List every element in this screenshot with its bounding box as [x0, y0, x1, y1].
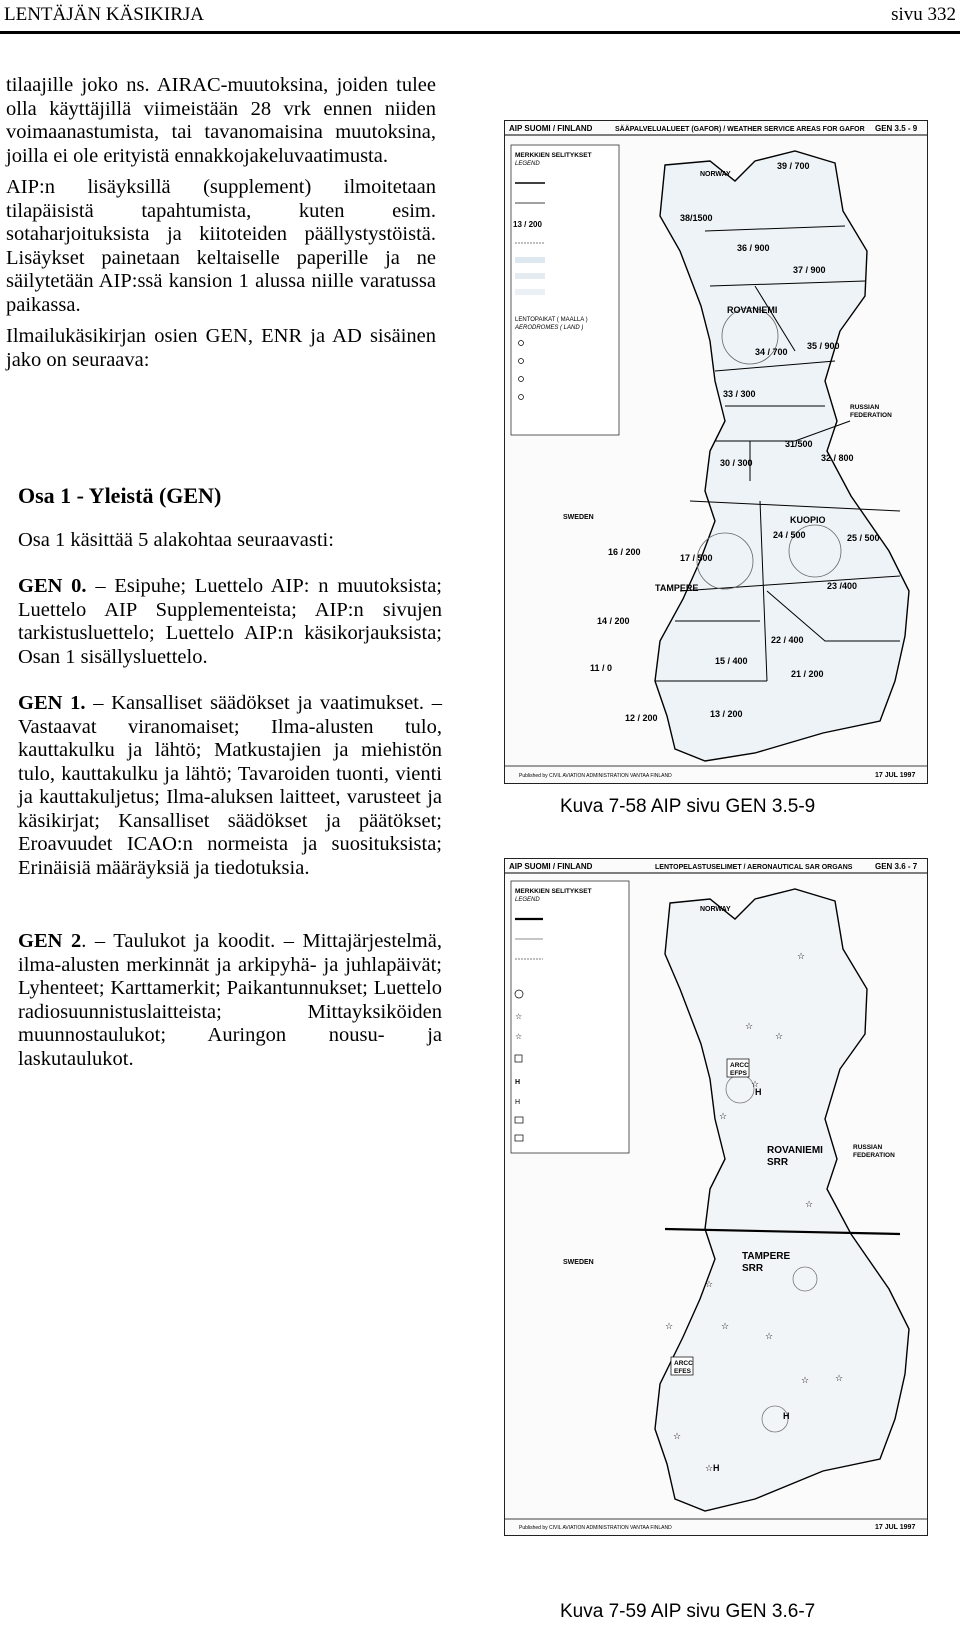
- map1-area-21: 21 / 200: [791, 669, 824, 679]
- map2-top-right: GEN 3.6 - 7: [875, 862, 918, 871]
- map2-arcc-north-code: EFPS: [730, 1070, 747, 1077]
- paragraph-structure: Ilmailukäsikirjan osien GEN, ENR ja AD sisäinen jako on seuraava:: [6, 325, 436, 371]
- svg-text:H: H: [515, 1099, 521, 1106]
- map1-area-36: 36 / 900: [737, 243, 770, 253]
- map1-area-23: 23 /400: [827, 581, 858, 591]
- map2-top-mid: LENTOPELASTUSELIMET / AERONAUTICAL SAR ORGANS: [655, 864, 853, 871]
- map1-country-sweden: SWEDEN: [563, 514, 594, 521]
- map1-area-13: 13 / 200: [710, 709, 743, 719]
- map1-area-30: 30 / 300: [720, 458, 753, 468]
- map1-country-russian: RUSSIAN: [850, 404, 880, 411]
- map2-top-left: AIP SUOMI / FINLAND: [509, 862, 593, 871]
- page-number: sivu 332: [891, 4, 956, 25]
- header-rule: [0, 31, 960, 34]
- gen1-text: – Kansalliset säädökset ja vaatimukset. – Vastaavat viranomaiset; Ilma-alusten tulo, kauttakulku ja lähtö; Matkustajien ja miehistön tulo, kauttakulku ja lähtö; Tavaroiden tuonti, vienti ja kauttakuljetus; Ilma-aluksen laitteet, varusteet ja käsikirjat; Kansalliset säädökset ja päätökset; Eroavuudet ICAO:n normeista ja suosituksista; Erinäisiä määräyksiä ja tiedotuksia.: [18, 692, 442, 879]
- map1-top-left: AIP SUOMI / FINLAND: [509, 124, 593, 133]
- map1-country-federation: FEDERATION: [850, 412, 892, 419]
- map1-legend-sub: LEGEND: [515, 161, 540, 167]
- map2-legend-sub: LEGEND: [515, 897, 540, 903]
- svg-text:☆: ☆: [801, 1375, 810, 1385]
- map2-legend-box: [511, 881, 629, 1153]
- gen1-item: [18, 692, 442, 880]
- section-intro: Osa 1 käsittää 5 alakohtaa seuraavasti:: [18, 529, 334, 551]
- sar-map: [504, 858, 928, 1536]
- map1-area-12: 12 / 200: [625, 713, 658, 723]
- svg-text:☆: ☆: [705, 1463, 714, 1473]
- map1-top-right: GEN 3.5 - 9: [875, 124, 918, 133]
- map2-region-srr-1: SRR: [767, 1157, 789, 1168]
- map1-finland-outline: [655, 151, 909, 761]
- map1-footer-left: Published by CIVIL AVIATION ADMINISTRATION VANTAA FINLAND: [519, 773, 672, 779]
- map1-top-mid: SÄÄPALVELUALUEET (GAFOR) / WEATHER SERVICE AREAS FOR GAFOR: [615, 126, 865, 133]
- section-title: Osa 1 - Yleistä (GEN): [18, 483, 222, 508]
- map1-country-norway: NORWAY: [700, 171, 731, 178]
- map1-legend2-sub: AERODROMES ( LAND ): [515, 325, 584, 331]
- map1-area-16: 16 / 200: [608, 547, 641, 557]
- paragraph-supplement: AIP:n lisäyksillä (supplement) ilmoitetaan tilapäisistä tapahtumista, kuten esim. sotaharjoituksista ja kiitoteiden päällystystöistä. Lisäykset painetaan keltaiselle paperille ja ne säilytetään AIP:ssä kansion 1 alussa niille varatussa paikassa.: [6, 176, 436, 316]
- page-header: [4, 4, 956, 26]
- map1-area-37: 37 / 900: [793, 265, 826, 275]
- map2-finland-outline: [655, 889, 909, 1511]
- map1-city-rovaniemi: ROVANIEMI: [727, 305, 778, 315]
- svg-text:H: H: [515, 1079, 521, 1086]
- svg-text:☆: ☆: [721, 1321, 730, 1331]
- map2-country-russian: RUSSIAN: [853, 1144, 883, 1151]
- map2-country-norway: NORWAY: [700, 906, 731, 913]
- gen2-item: [18, 930, 442, 1071]
- map2-region-srr-2: SRR: [742, 1263, 764, 1274]
- svg-text:H: H: [713, 1463, 720, 1473]
- map1-city-kuopio: KUOPIO: [790, 515, 826, 525]
- figure2-caption: Kuva 7-59 AIP sivu GEN 3.6-7: [560, 1601, 816, 1622]
- map1-city-tampere: TAMPERE: [655, 583, 699, 593]
- svg-text:☆: ☆: [515, 1012, 523, 1021]
- map1-area-17: 17 / 500: [680, 553, 713, 563]
- map1-area-34: 34 / 700: [755, 347, 788, 357]
- book-title: LENTÄJÄN KÄSIKIRJA: [4, 4, 205, 25]
- map2-region-rovaniemi: ROVANIEMI: [767, 1145, 823, 1156]
- gen0-item: [18, 575, 442, 669]
- map2-region-tampere: TAMPERE: [742, 1251, 791, 1262]
- map2-footer-left: Published by CIVIL AVIATION ADMINISTRATION VANTAA FINLAND: [519, 1525, 672, 1531]
- paragraph-airac: tilaajille joko ns. AIRAC-muutoksina, joiden tulee olla käyttäjillä viimeistään 28 vrk ennen niiden voimaanastumista, tai tavanomaisina muutoksina, joilla ei ole erityistä ennakkojakeluvaatimusta.: [6, 74, 436, 167]
- map1-area-14: 14 / 200: [597, 616, 630, 626]
- gafor-map: [504, 120, 928, 784]
- svg-text:☆: ☆: [805, 1199, 814, 1209]
- map1-area-32: 32 / 800: [821, 453, 854, 463]
- map2-legend-title: MERKKIEN SELITYKSET: [515, 888, 592, 895]
- map1-area-33: 33 / 300: [723, 389, 756, 399]
- svg-text:☆: ☆: [719, 1111, 728, 1121]
- map1-area-25: 25 / 500: [847, 533, 880, 543]
- map1-legend-title: MERKKIEN SELITYKSET: [515, 152, 592, 159]
- figure1-caption: Kuva 7-58 AIP sivu GEN 3.5-9: [560, 796, 816, 817]
- map2-footer-right: 17 JUL 1997: [875, 1524, 916, 1531]
- svg-text:☆: ☆: [705, 1279, 714, 1289]
- map2-arcc-south: ARCC: [674, 1360, 693, 1367]
- gen2-text: . – Taulukot ja koodit. – Mittajärjestelmä, ilma-alusten merkinnät ja arkipyhä- ja juhlapäivät; Lyhenteet; Karttamerkit; Paikantunnukset; Luettelo radiosuunnistuslaitteista; Mittayksiköiden muunnostaulukot; Auringon nousu- ja laskutaulukot.: [18, 930, 442, 1070]
- svg-text:☆: ☆: [673, 1431, 682, 1441]
- map2-arcc-south-code: EFES: [674, 1368, 691, 1375]
- svg-text:☆: ☆: [745, 1021, 754, 1031]
- gen2-code: GEN 2: [18, 930, 82, 952]
- map1-footer-right: 17 JUL 1997: [875, 772, 916, 779]
- svg-text:☆: ☆: [835, 1373, 844, 1383]
- map1-area-15: 15 / 400: [715, 656, 748, 666]
- map1-legend2-title: LENTOPAIKAT ( MAALLA ): [515, 317, 588, 323]
- svg-text:☆: ☆: [797, 951, 806, 961]
- map1-area-24: 24 / 500: [773, 530, 806, 540]
- map1-area-35: 35 / 900: [807, 341, 840, 351]
- map1-sample-area: 13 / 200: [513, 220, 542, 229]
- svg-text:H: H: [783, 1411, 790, 1421]
- intro-column: [6, 74, 436, 380]
- svg-text:☆: ☆: [751, 1079, 760, 1089]
- map1-area-11: 11 / 0: [590, 663, 613, 673]
- map2-country-federation: FEDERATION: [853, 1152, 895, 1159]
- map1-area-38: 38/1500: [680, 213, 713, 223]
- gen1-code: GEN 1.: [18, 692, 86, 714]
- gen0-text: – Esipuhe; Luettelo AIP: n muutoksista; Luettelo AIP Supplementeista; AIP:n sivujen tarkistusluettelo; Luettelo AIP:n käsikorjauksista; Osan 1 sisällysluettelo.: [18, 575, 442, 668]
- map2-arcc-north: ARCC: [730, 1062, 749, 1069]
- svg-text:☆: ☆: [775, 1031, 784, 1041]
- svg-text:☆: ☆: [765, 1331, 774, 1341]
- svg-text:☆: ☆: [665, 1321, 674, 1331]
- map1-area-31: 31/500: [785, 439, 813, 449]
- svg-text:H: H: [755, 1087, 762, 1097]
- map1-area-39: 39 / 700: [777, 161, 810, 171]
- map2-country-sweden: SWEDEN: [563, 1259, 594, 1266]
- map1-area-22: 22 / 400: [771, 635, 804, 645]
- svg-text:☆: ☆: [515, 1032, 523, 1041]
- gen0-code: GEN 0.: [18, 575, 87, 597]
